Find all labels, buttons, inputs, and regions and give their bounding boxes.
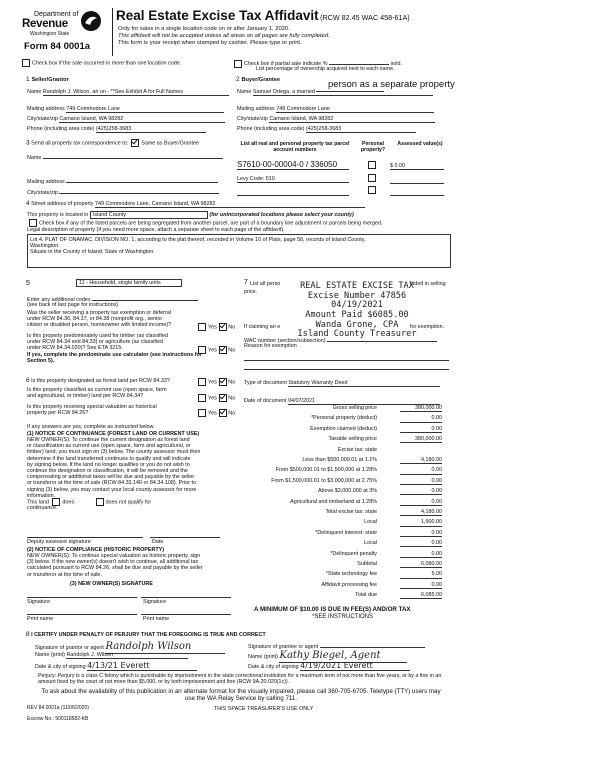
document-type-label: Type of document xyxy=(244,380,287,386)
total-value[interactable]: 4,180.00 xyxy=(400,457,442,464)
total-label: Local xyxy=(364,519,377,526)
section7-number: 7 xyxy=(244,279,248,286)
this-land-label: This land xyxy=(27,499,49,506)
section4-number: 4 xyxy=(26,200,30,207)
use-code-select[interactable]: 11 - Household, single family units xyxy=(76,279,182,287)
total-label: Excise tax: state xyxy=(337,446,377,453)
total-value[interactable]: 0.00 xyxy=(400,415,442,422)
q3-line-a: If yes, complete the predominate use calculator (see instructions for xyxy=(27,351,202,358)
notice1-line: by signing below. If the land no longer qualifies or you do not wish to xyxy=(27,461,190,468)
total-value[interactable]: 0.00 xyxy=(400,530,442,537)
located-in-select[interactable]: Island County xyxy=(90,211,208,219)
header-note-2: This affidavit will not be accepted unless all areas on all pages are fully completed. xyxy=(118,33,330,39)
current-use-line-b: and agricultural, or timber) land per RCW 84.34? xyxy=(27,393,144,400)
personal-property-column-header: Personal property? xyxy=(360,141,386,153)
escrow-number: Escrow No.: 500118582-KB xyxy=(27,716,89,722)
dept-line3: Washington State xyxy=(30,31,70,37)
notice1-line: compensating or additional taxes will be due and payable by the seller xyxy=(27,474,195,481)
section8-number: 8 xyxy=(26,631,30,638)
forest-yes-label: Yes xyxy=(208,379,217,386)
section1-number: 1 xyxy=(26,76,30,83)
seller-name-label: Name xyxy=(27,89,42,95)
minimum-note: A MINIMUM OF $10.00 IS DUE IN FEE(S) AND/OR TAX xyxy=(254,606,411,613)
total-value[interactable]: 0.00 xyxy=(400,478,442,485)
segregated-checkbox[interactable] xyxy=(29,219,37,227)
q1-line-b: under RCW 84.36, 84.37, or 84.38 (nonprofit org., senior xyxy=(27,316,163,323)
total-label: *Delinquent interest: state xyxy=(315,529,377,536)
q2-line-a: Is this property predominately used for timber (as classified xyxy=(27,333,168,339)
section2-number: 2 xyxy=(236,76,240,83)
document-date-field[interactable]: 04/07/2021 xyxy=(288,398,440,405)
total-value[interactable]: 0.00 xyxy=(400,551,442,558)
forest-no-checkbox[interactable] xyxy=(219,378,227,386)
partial-sale-checkbox[interactable] xyxy=(234,60,242,68)
total-label: From $500,000.01 to $1,500,000 at 1.28% xyxy=(275,467,377,474)
stamp-line-3: 04/19/2021 xyxy=(331,300,383,311)
total-value[interactable]: 5.00 xyxy=(400,571,442,578)
total-value[interactable]: 0.00 xyxy=(400,499,442,506)
segregated-label: Check box if any of the listed parcels are being segregated from another parcel, are part of a boundary line adjustment or parcels being merged. xyxy=(39,220,383,227)
see-back-label: (see back of last page for instructions) xyxy=(27,302,119,308)
does-not-checkbox[interactable] xyxy=(96,498,104,506)
sold-label: sold. xyxy=(390,61,402,67)
dor-logo xyxy=(20,10,100,40)
sec3-name-field[interactable] xyxy=(43,153,223,159)
multi-location-label: Check box if the sale occurred in more than one location code. xyxy=(32,60,182,67)
seller-city-label: City/state/zip xyxy=(27,116,58,122)
buyer-city-field[interactable]: Camano Island, WA 98282 xyxy=(269,116,435,123)
form-statute: (RCW 82.45 WAC 458-61A) xyxy=(320,13,410,22)
notice1-line: signing (3) below, you may contact your local county assessor for more xyxy=(27,486,197,493)
total-value[interactable]: 0.00 xyxy=(400,467,442,474)
personal-property-checkbox-1[interactable] xyxy=(368,161,376,169)
seller-heading: Seller/Grantor xyxy=(31,77,69,83)
forest-no-label: No xyxy=(228,379,236,386)
perjury-note: Perjury: Perjury is a class C felony which is punishable by imprisonment in the state correctional institution for a maximum term of not more than five years, or by a fine in an amount fixed by the court of not more than $5,000, or by both imprisonment and fine (RCW 9A.20.020(1c)). xyxy=(38,673,442,686)
partial-sale-percent-field[interactable] xyxy=(329,59,389,65)
total-value[interactable]: 380,000.00 xyxy=(400,405,442,412)
treasurer-use-label: THIS SPACE TREASURER'S USE ONLY xyxy=(214,706,314,712)
buyer-phone-field[interactable]: (425)258-3683 xyxy=(306,126,416,133)
current-use-yes-checkbox[interactable] xyxy=(198,394,206,402)
grantor-date-field[interactable]: 4/13/21 Everett xyxy=(87,661,197,671)
current-use-no-label: No xyxy=(228,395,236,402)
reason-label: Reason for exemption xyxy=(244,343,297,349)
personal-property-checkbox-3[interactable] xyxy=(368,186,376,194)
parcel-column-header: List all real and personal property tax parcel account numbers xyxy=(240,141,350,153)
seller-mailing-label: Mailing address xyxy=(27,106,65,112)
form-title: Real Estate Excise Tax Affidavit xyxy=(116,8,319,23)
multi-location-checkbox[interactable] xyxy=(22,59,30,67)
included-label: luded in selling xyxy=(410,281,446,287)
notice2-line: (3) below. If the new owner(s) doesn't wish to continue, all additional tax xyxy=(27,559,199,566)
q1-no-checkbox[interactable] xyxy=(219,323,227,331)
grantee-name-label: Name (print) xyxy=(248,654,278,660)
stamp-line-6: Island County Treasurer xyxy=(297,329,417,340)
seller-mailing-field[interactable]: 749 Commodore Lane xyxy=(66,106,224,113)
notice2-line: or transferor at the time of sale. xyxy=(27,571,102,578)
notice2-title: (2) NOTICE OF COMPLIANCE (HISTORIC PROPERTY) xyxy=(27,547,165,553)
total-label: Above $3,000,000 at 3% xyxy=(317,488,377,495)
historic-no-label: No xyxy=(228,410,236,417)
grantor-name-field[interactable]: Randolph J. Wilson xyxy=(66,652,188,659)
buyer-name-label: Name xyxy=(237,89,252,95)
revenue-swirl-icon xyxy=(80,10,102,32)
total-label: Total due xyxy=(355,592,377,599)
seller-name-field[interactable]: Randolph J. Wilson, an un - **See Exhibit A for Full Names xyxy=(43,89,229,96)
same-as-buyer-label: Same as Buyer/Grantee xyxy=(141,140,200,147)
form-number: Form 84 0001a xyxy=(24,41,91,52)
total-value[interactable]: 0.00 xyxy=(400,426,442,433)
personal-property-checkbox-2[interactable] xyxy=(368,174,376,182)
historic-line-a: Is this property receiving special valuation as historical xyxy=(27,404,157,410)
seller-phone-field[interactable]: (425)258-3683 xyxy=(96,126,206,133)
stamp-line-1: REAL ESTATE EXCISE TAX xyxy=(300,281,414,291)
total-value[interactable]: 380,000.00 xyxy=(400,436,442,443)
owner-signature-label-1: Signature xyxy=(27,599,51,605)
total-label: Less than $500,000.01 at 1.1% xyxy=(302,457,377,463)
seller-phone-label: Phone (including area code) xyxy=(27,126,95,132)
legal-description-label: Legal description of property (if you need more space, attach a separate sheet to each page of the affidavit). xyxy=(27,227,285,233)
grantor-signature-label: Signature of grantor or agent xyxy=(35,645,104,651)
total-label: Total excise tax: state xyxy=(325,509,377,515)
notice2-text xyxy=(27,553,232,578)
deputy-assessor-label: Deputy assessor signature xyxy=(27,539,91,545)
grantee-signature-field[interactable] xyxy=(320,641,425,648)
q1-line-a: Was the seller receiving a property tax exemption or deferral xyxy=(27,310,171,316)
total-label: Gross selling price xyxy=(332,405,377,411)
document-type-field[interactable]: Statutory Warranty Deed xyxy=(288,380,440,387)
street-address-label: Street address of property xyxy=(31,201,94,207)
sec3-city-label: City/state/zip xyxy=(27,190,58,196)
grantee-name-field[interactable]: Kathy Biegel, Agent xyxy=(279,650,407,663)
buyer-mailing-field[interactable]: 749 Commodore Lane xyxy=(276,106,434,113)
total-label: Taxable selling price xyxy=(328,436,377,443)
q2-yes-label: Yes xyxy=(208,347,217,354)
notice1-line: information. xyxy=(27,492,56,499)
revision-label: REV 84 0001a (11/06/2020) xyxy=(27,705,89,711)
list-percentage-note: List percentage of ownership acquired next to each name. xyxy=(256,66,395,72)
legal-line-3: Situate in the County of Island, State of Washington xyxy=(30,249,154,256)
total-value[interactable]: 1,900.00 xyxy=(400,519,442,526)
notice1-line: determine if the land transferred continues to qualify and will indicate xyxy=(27,455,191,462)
alternate-format-note: To ask about the availability of this publication in an alternate format for the visually impaired, please call 360-705-6705. Teletype (TTY) users may use the WA Relay Service by calling 711. xyxy=(41,688,441,703)
parcel-number-field[interactable]: S7610-00-00004-0 / 336050 xyxy=(237,160,349,170)
partial-sale-label: Check box if partial sale indicate % xyxy=(244,61,328,67)
dept-line2: Revenue xyxy=(22,18,68,30)
owner-signature-label-2: Signature xyxy=(143,599,167,605)
buyer-heading: Buyer/Grantee xyxy=(241,77,280,83)
forest-yes-checkbox[interactable] xyxy=(198,378,206,386)
notice1-text xyxy=(27,437,232,499)
q1-no-label: No xyxy=(228,324,236,331)
owner-print-name-label-2: Print name xyxy=(143,616,170,622)
legal-description-field[interactable] xyxy=(27,234,451,268)
current-use-line-a: Is this property classified as current use (open space, farm xyxy=(27,387,167,393)
q2-no-label: No xyxy=(228,347,236,354)
same-as-buyer-checkbox[interactable] xyxy=(131,139,139,147)
q2-line-b: under RCW 84.34 and 84.33) or agriculture (as classified xyxy=(27,339,164,346)
deputy-date-label: Date xyxy=(152,539,164,545)
for-exemption-label: for exemption. xyxy=(410,324,445,330)
total-value[interactable]: 4,180.00 xyxy=(400,509,442,516)
total-label: Subtotal xyxy=(357,561,377,567)
seller-city-field[interactable]: Camano Island, WA 98282 xyxy=(59,116,225,123)
assessed-value-field[interactable]: $ 0.00 xyxy=(390,163,444,170)
buyer-name-field[interactable]: Samuel Ortega, a married xyxy=(253,89,433,96)
total-value[interactable]: 6,085.00 xyxy=(400,592,442,599)
see-instructions-note: *SEE INSTRUCTIONS xyxy=(312,614,374,620)
dept-line1: Department of xyxy=(34,11,79,18)
total-value[interactable]: 0.00 xyxy=(400,488,442,495)
notice1-line: NEW OWNER(S): To continue the current designation as forest land xyxy=(27,437,190,443)
additional-codes-field[interactable] xyxy=(92,295,198,301)
total-label: Local xyxy=(364,540,377,547)
treasurer-stamp xyxy=(282,282,432,340)
buyer-mailing-label: Mailing address xyxy=(237,106,275,112)
grantee-signature-label: Signature of grantee or agent xyxy=(248,644,319,650)
header-note-1: Only for sales in a single location code on or after January 1, 2020. xyxy=(118,26,290,32)
price-label: price. xyxy=(244,289,258,295)
unincorporated-note: (for unincorporated locations please select your county) xyxy=(209,212,354,218)
claiming-label: If claiming an e xyxy=(244,324,281,330)
q2-no-checkbox[interactable] xyxy=(219,346,227,354)
list-all-personal-label: List all perso xyxy=(250,281,281,287)
does-not-label: does not qualify for xyxy=(105,499,152,506)
continuance-label: continuance. xyxy=(27,505,58,511)
legal-line-2: Washington. xyxy=(30,243,60,250)
total-value[interactable]: 6,080.00 xyxy=(400,561,442,568)
sec3-name-label: Name xyxy=(27,155,42,161)
section3-number: 3 xyxy=(26,139,30,147)
historic-yes-checkbox[interactable] xyxy=(198,409,206,417)
buyer-city-label: City/state/zip xyxy=(237,116,268,122)
notice1-line: or transferor at the time of sale (RCW 84.33.140 or 84.34.108). Prior to xyxy=(27,480,196,487)
total-label: Agricultural and timberland at 1.28% xyxy=(290,498,377,505)
total-label: From $1,500,000.01 to $3,000,000 at 2.75% xyxy=(271,477,377,484)
located-in-label: This property is located in xyxy=(27,212,89,218)
total-label: *Personal property (deduct) xyxy=(311,415,377,422)
notice1-line: timber) land, you must sign on (3) below. The county assessor must then xyxy=(27,449,201,456)
levy-code-field[interactable]: Levy Code: 510 xyxy=(237,176,349,183)
stamp-line-2: Excise Number 47856 xyxy=(307,290,407,301)
historic-line-b: property per RCW 84.26? xyxy=(27,410,89,417)
owner-print-name-label-1: Print name xyxy=(27,616,54,622)
grantor-name-label: Name (print) xyxy=(35,652,65,658)
q2-yes-checkbox[interactable] xyxy=(198,346,206,354)
q3-line-b: Section 5). xyxy=(27,357,55,364)
q1-yes-label: Yes xyxy=(208,324,217,331)
forest-land-question: Is this property designated as forest land per RCW 84.33? xyxy=(31,378,170,384)
grantor-signature-field[interactable]: Randolph Wilson xyxy=(105,641,225,654)
total-value[interactable]: 0.00 xyxy=(400,540,442,547)
if-yes-note: If any answers are yes, complete as instructed below. xyxy=(27,424,155,430)
legal-line-1: Lot 4, PLAT OF ONAMAC, DIVISION NO. 1, according to the plat thereof, recorded in Volume 10 of Plats, page 58, records of Island County, xyxy=(30,237,366,243)
total-label: Exemption claimed (deduct) xyxy=(310,425,377,432)
q1-yes-checkbox[interactable] xyxy=(198,323,206,331)
total-label: Affidavit processing fee xyxy=(321,581,377,588)
street-address-field[interactable]: 749 Commodore Lane, Camano Island, WA 98282 xyxy=(95,201,365,208)
stamp-line-4: Amount Paid $6085.00 xyxy=(305,309,409,320)
total-label: *Delinquent penalty xyxy=(330,550,377,557)
does-label: does xyxy=(62,499,75,506)
q2-line-c: under RCW 84.34.020)? See ETA 3215. xyxy=(27,345,123,352)
grantee-date-field[interactable]: 4/19/2021 Everett xyxy=(300,661,410,671)
total-value[interactable]: 0.00 xyxy=(400,582,442,589)
notice3-title: (3) NEW OWNER(S) SIGNATURE xyxy=(70,581,153,587)
notice1-title: (1) NOTICE OF CONTINUANCE (FOREST LAND OR CURRENT USE) xyxy=(27,431,200,437)
historic-yes-label: Yes xyxy=(208,410,217,417)
additional-codes-label: Enter any additional codes xyxy=(27,297,91,303)
sec3-mailing-field[interactable] xyxy=(66,177,218,183)
current-use-yes-label: Yes xyxy=(208,395,217,402)
buyer-phone-label: Phone (including area code) xyxy=(237,126,305,132)
section6-number: 6 xyxy=(26,377,30,384)
wac-label: WAC number (section/subsection) xyxy=(244,338,326,344)
notice2-line: NEW OWNER(S): To continue special valuation as historic property, sign xyxy=(27,553,201,559)
grantor-date-label: Date & city of signing xyxy=(35,664,86,670)
notice2-line: calculated pursuant to RCW 84.26, shall be due and payable by the seller xyxy=(27,565,203,572)
q1-line-c: citizen or disabled person, homeowner with limited income)? xyxy=(27,322,172,329)
stamp-line-5: Wanda Grone, CPA xyxy=(315,319,399,330)
notice1-line: or classification as current use (open space, farm and agricultural, or xyxy=(27,443,191,450)
sec3-mailing-label: Mailing address xyxy=(27,179,65,185)
grantee-date-label: Date & city of signing xyxy=(248,664,299,670)
sec3-city-field[interactable] xyxy=(59,188,219,194)
notice1-line: continue the designation or classification, it will be removed and the xyxy=(27,468,188,475)
document-date-label: Date of document xyxy=(244,398,287,404)
header-note-3: This form is your receipt when stamped by cashier. Please type or print. xyxy=(118,40,302,46)
tax-correspondence-label: Send all property tax correspondence to: xyxy=(31,140,129,147)
section5-number: 5 xyxy=(26,280,30,287)
certify-statement: I CERTIFY UNDER PENALTY OF PERJURY THAT THE FOREGOING IS TRUE AND CORRECT xyxy=(31,632,266,638)
assessed-value-column-header: Assessed value(s) xyxy=(397,141,443,147)
total-label: *State technology fee xyxy=(325,571,377,578)
buyer-name-overlay: person as a separate property xyxy=(328,79,455,90)
historic-no-checkbox[interactable] xyxy=(219,409,227,417)
current-use-no-checkbox[interactable] xyxy=(219,394,227,402)
